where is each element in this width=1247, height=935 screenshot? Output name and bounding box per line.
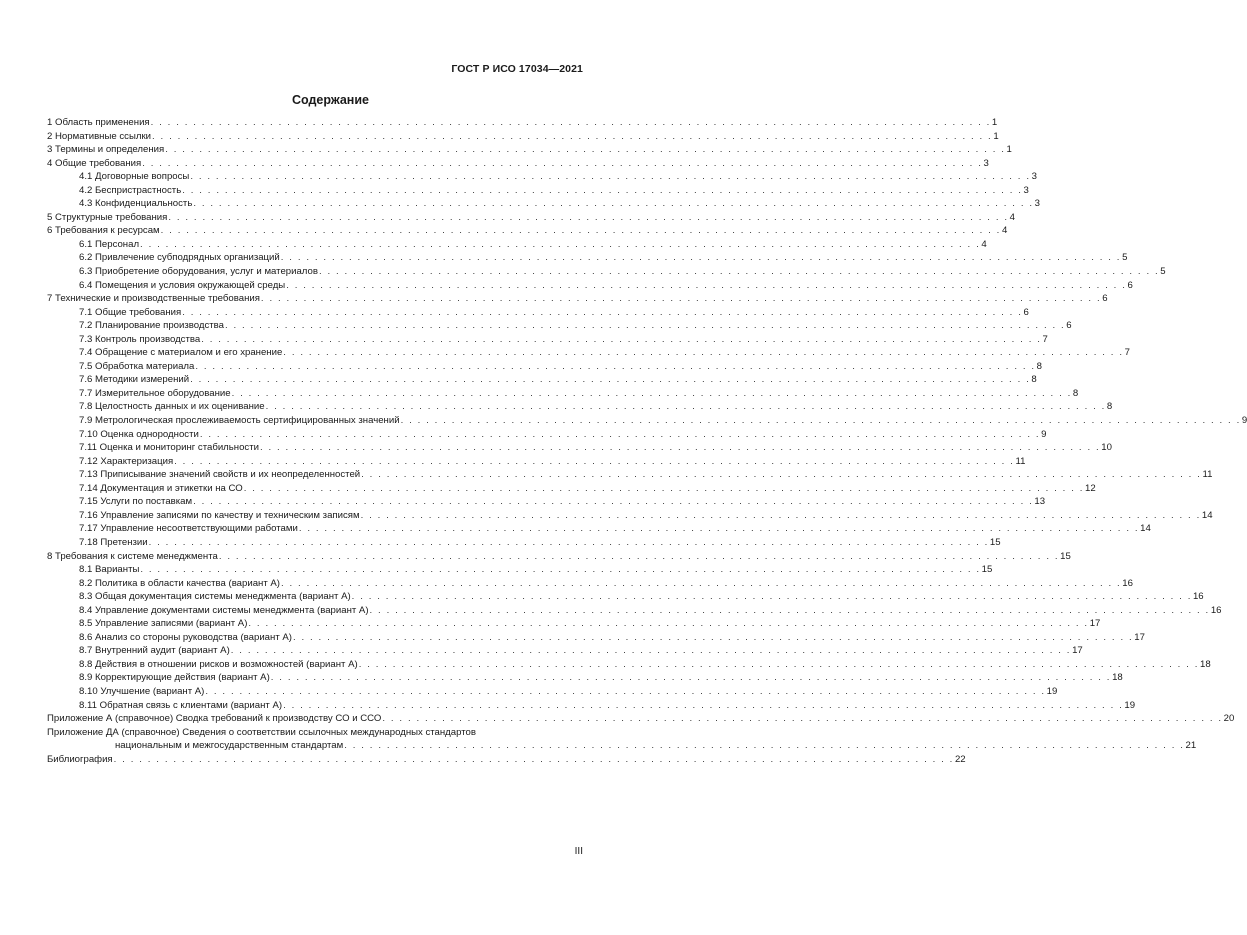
toc-entry-label: 7.4 Обращение с материалом и его хранение <box>79 347 283 359</box>
toc-entry-label: 7.16 Управление записями по качеству и техническим записям <box>79 509 360 521</box>
toc-entry[interactable] <box>47 522 1151 536</box>
toc-entry-page: 6 <box>1023 306 1029 318</box>
toc-entry-label: 7.8 Целостность данных и их оценивание <box>79 401 265 413</box>
toc-entry[interactable] <box>47 143 1012 157</box>
toc-entry[interactable] <box>47 536 1001 550</box>
toc-entry-page: 3 <box>1031 171 1037 183</box>
toc-entry[interactable] <box>47 346 1130 360</box>
toc-leader-dots: . . . . . . . . . . . . . . . . . . . . . . . . . . . . . . . . . . . . . . . . . . . . . . . . . . . . . . . . . . . . . . . . . . . . . . . . . . . . . . . . . . . . . . . . . . . . . . . . . . . <box>351 591 1192 603</box>
toc-entry-page: 12 <box>1085 482 1096 494</box>
toc-entry-label: 8.4 Управление документами системы менеджмента (вариант А) <box>79 604 369 616</box>
toc-leader-dots: . . . . . . . . . . . . . . . . . . . . . . . . . . . . . . . . . . . . . . . . . . . . . . . . . . . . . . . . . . . . . . . . . . . . . . . . . . . . . . . . . . . . . . . . . . . . . . . . . . . <box>174 455 1015 467</box>
toc-entry-label: 8.10 Улучшение (вариант А) <box>79 685 205 697</box>
toc-entry-page: 17 <box>1089 618 1101 630</box>
toc-entry-label: Приложение А (справочное) Сводка требований к производству СО и ССО <box>47 713 382 725</box>
toc-entry[interactable] <box>47 319 1072 333</box>
toc-entry-page: 1 <box>991 117 998 128</box>
toc-entry-label: 7.7 Измерительное оборудование <box>79 387 231 399</box>
toc-entry-label: 7.9 Метрологическая прослеживаемость сертифицированных значений <box>79 415 400 427</box>
toc-leader-dots: . . . . . . . . . . . . . . . . . . . . . . . . . . . . . . . . . . . . . . . . . . . . . . . . . . . . . . . . . . . . . . . . . . . . . . . . . . . . . . . . . . . . . . . . . . . . . . . . . . . <box>283 347 1124 359</box>
toc-entry-page: 20 <box>1223 713 1235 725</box>
toc-leader-dots: . . . . . . . . . . . . . . . . . . . . . . . . . . . . . . . . . . . . . . . . . . . . . . . . . . . . . . . . . . . . . . . . . . . . . . . . . . . . . . . . . . . . . . . . . . . . . . . . . . . <box>152 130 993 142</box>
toc-entry-page: 21 <box>1185 740 1197 752</box>
toc-entry-label: 8.3 Общая документация системы менеджмента (вариант А) <box>79 591 351 603</box>
table-of-contents <box>47 116 1247 766</box>
toc-leader-dots: . . . . . . . . . . . . . . . . . . . . . . . . . . . . . . . . . . . . . . . . . . . . . . . . . . . . . . . . . . . . . . . . . . . . . . . . . . . . . . . . . . . . . . . . . . . . . . . . . . . <box>205 685 1046 697</box>
toc-entry[interactable] <box>47 279 1133 293</box>
toc-leader-dots: . . . . . . . . . . . . . . . . . . . . . . . . . . . . . . . . . . . . . . . . . . . . . . . . . . . . . . . . . . . . . . . . . . . . . . . . . . . . . . . . . . . . . . . . . . . . . . . . . . . <box>182 306 1023 318</box>
toc-leader-dots: . . . . . . . . . . . . . . . . . . . . . . . . . . . . . . . . . . . . . . . . . . . . . . . . . . . . . . . . . . . . . . . . . . . . . . . . . . . . . . . . . . . . . . . . . . . . . . . . . . . <box>165 144 1006 156</box>
toc-entry-page: 1 <box>1006 144 1012 156</box>
toc-entry[interactable] <box>47 157 989 171</box>
toc-entry-annex-da[interactable] <box>47 726 583 740</box>
toc-entry-page: 10 <box>1101 442 1112 454</box>
toc-entry-page: 15 <box>989 536 1001 548</box>
toc-leader-dots: . . . . . . . . . . . . . . . . . . . . . . . . . . . . . . . . . . . . . . . . . . . . . . . . . . . . . . . . . . . . . . . . . . . . . . . . . . . . . . . . . . . . . . . . . . . . . . . . . . . <box>360 509 1201 521</box>
toc-entry[interactable] <box>47 482 1096 496</box>
toc-entry[interactable] <box>47 414 1247 428</box>
toc-leader-dots: . . . . . . . . . . . . . . . . . . . . . . . . . . . . . . . . . . . . . . . . . . . . . . . . . . . . . . . . . . . . . . . . . . . . . . . . . . . . . . . . . . . . . . . . . . . . . . . . . . . <box>150 117 991 128</box>
toc-leader-dots: . . . . . . . . . . . . . . . . . . . . . . . . . . . . . . . . . . . . . . . . . . . . . . . . . . . . . . . . . . . . . . . . . . . . . . . . . . . . . . . . . . . . . . . . . . . . . . . . . . . <box>382 713 1223 725</box>
toc-leader-dots: . . . . . . . . . . . . . . . . . . . . . . . . . . . . . . . . . . . . . . . . . . . . . . . . . . . . . . . . . . . . . . . . . . . . . . . . . . . . . . . . . . . . . . . . . . . . . . . . . . . <box>358 658 1199 670</box>
toc-leader-dots: . . . . . . . . . . . . . . . . . . . . . . . . . . . . . . . . . . . . . . . . . . . . . . . . . . . . . . . . . . . . . . . . . . . . . . . . . . . . . . . . . . . . . . . . . . . . . . . . . . . <box>193 198 1034 210</box>
toc-leader-dots: . . . . . . . . . . . . . . . . . . . . . . . . . . . . . . . . . . . . . . . . . . . . . . . . . . . . . . . . . . . . . . . . . . . . . . . . . . . . . . . . . . . . . . . . . . . . . . . . . . . <box>190 374 1031 386</box>
toc-leader-dots: . . . . . . . . . . . . . . . . . . . . . . . . . . . . . . . . . . . . . . . . . . . . . . . . . . . . . . . . . . . . . . . . . . . . . . . . . . . . . . . . . . . . . . . . . . . . . . . . . . . <box>195 360 1036 372</box>
page-title: Содержание <box>291 93 369 107</box>
toc-entry-label: 5 Структурные требования <box>47 211 168 223</box>
toc-entry-page: 9 <box>1041 428 1047 440</box>
toc-leader-dots: . . . . . . . . . . . . . . . . . . . . . . . . . . . . . . . . . . . . . . . . . . . . . . . . . . . . . . . . . . . . . . . . . . . . . . . . . . . . . . . . . . . . . . . . . . . . . . . . . . . <box>190 171 1031 183</box>
toc-entry-label: 4.3 Конфиденциальность <box>79 198 193 210</box>
toc-entry-page: 8 <box>1072 387 1079 399</box>
toc-entry-label: 4.1 Договорные вопросы <box>79 171 190 183</box>
toc-entry[interactable] <box>47 116 998 130</box>
toc-entry-label: Библиография <box>47 753 113 765</box>
toc-leader-dots: . . . . . . . . . . . . . . . . . . . . . . . . . . . . . . . . . . . . . . . . . . . . . . . . . . . . . . . . . . . . . . . . . . . . . . . . . . . . . . . . . . . . . . . . . . . . . . . . . . . <box>168 211 1009 223</box>
toc-leader-dots: . . . . . . . . . . . . . . . . . . . . . . . . . . . . . . . . . . . . . . . . . . . . . . . . . . . . . . . . . . . . . . . . . . . . . . . . . . . . . . . . . . . . . . . . . . . . . . . . . . . <box>231 387 1072 399</box>
toc-entry[interactable] <box>47 644 1083 658</box>
toc-entry[interactable] <box>47 251 1128 265</box>
toc-entry-page: 1 <box>993 130 999 142</box>
toc-entry[interactable] <box>47 509 1213 523</box>
toc-entry[interactable] <box>47 360 1042 374</box>
toc-entry-label: 7.6 Методики измерений <box>79 374 190 386</box>
page-number: III <box>574 846 583 857</box>
toc-entry[interactable] <box>47 699 1136 713</box>
toc-leader-dots: . . . . . . . . . . . . . . . . . . . . . . . . . . . . . . . . . . . . . . . . . . . . . . . . . . . . . . . . . . . . . . . . . . . . . . . . . . . . . . . . . . . . . . . . . . . . . . . . . . . <box>280 252 1122 264</box>
toc-leader-dots: . . . . . . . . . . . . . . . . . . . . . . . . . . . . . . . . . . . . . . . . . . . . . . . . . . . . . . . . . . . . . . . . . . . . . . . . . . . . . . . . . . . . . . . . . . . . . . . . . . . <box>292 631 1134 643</box>
toc-entry[interactable] <box>47 658 1211 672</box>
toc-leader-dots: . . . . . . . . . . . . . . . . . . . . . . . . . . . . . . . . . . . . . . . . . . . . . . . . . . . . . . . . . . . . . . . . . . . . . . . . . . . . . . . . . . . . . . . . . . . . . . . . . . . <box>148 536 989 548</box>
toc-entry-label: 7.3 Контроль производства <box>79 333 201 345</box>
toc-entry[interactable] <box>47 306 1029 320</box>
toc-leader-dots: . . . . . . . . . . . . . . . . . . . . . . . . . . . . . . . . . . . . . . . . . . . . . . . . . . . . . . . . . . . . . . . . . . . . . . . . . . . . . . . . . . . . . . . . . . . . . . . . . . . <box>218 550 1060 562</box>
toc-entry-label: 8.5 Управление записями (вариант А) <box>79 618 248 630</box>
toc-entry[interactable] <box>47 468 1213 482</box>
toc-entry[interactable] <box>47 373 1037 387</box>
toc-entry-page: 14 <box>1140 523 1151 535</box>
toc-leader-dots: . . . . . . . . . . . . . . . . . . . . . . . . . . . . . . . . . . . . . . . . . . . . . . . . . . . . . . . . . . . . . . . . . . . . . . . . . . . . . . . . . . . . . . . . . . . . . . . . . . . <box>142 157 983 169</box>
toc-entry[interactable] <box>47 441 1112 455</box>
toc-entry-label: 7.15 Услуги по поставкам <box>79 496 193 508</box>
toc-leader-dots: . . . . . . . . . . . . . . . . . . . . . . . . . . . . . . . . . . . . . . . . . . . . . . . . . . . . . . . . . . . . . . . . . . . . . . . . . . . . . . . . . . . . . . . . . . . . . . . . . . . <box>286 279 1127 291</box>
toc-entry[interactable] <box>47 211 1015 225</box>
toc-entry-label: 7.2 Планирование производства <box>79 320 224 332</box>
toc-entry-label: 6.2 Привлечение субподрядных организаций <box>79 252 280 264</box>
toc-entry-page: 9 <box>1241 415 1247 427</box>
toc-entry[interactable] <box>47 712 1235 726</box>
toc-entry[interactable] <box>47 387 1079 401</box>
toc-entry[interactable] <box>47 400 1113 414</box>
toc-entry-page: 6 <box>1066 320 1072 332</box>
toc-entry-page: 4 <box>1009 211 1015 223</box>
toc-entry[interactable] <box>47 617 1101 631</box>
toc-entry-label: 6.4 Помещения и условия окружающей среды <box>79 279 286 291</box>
toc-entry[interactable] <box>47 428 1047 442</box>
toc-entry-label: 4.2 Беспристрастность <box>79 184 182 196</box>
toc-entry-page: 11 <box>1202 469 1213 481</box>
toc-entry-page: 16 <box>1192 591 1204 603</box>
toc-entry-label: 8.2 Политика в области качества (вариант А) <box>79 577 280 589</box>
toc-entry-label: 7.12 Характеризация <box>79 455 174 467</box>
toc-entry-label: 7.10 Оценка однородности <box>79 428 199 440</box>
toc-entry-label: 3 Термины и определения <box>47 144 165 156</box>
toc-entry[interactable] <box>47 631 1145 645</box>
toc-entry-label: 4 Общие требования <box>47 157 142 169</box>
toc-leader-dots: . . . . . . . . . . . . . . . . . . . . . . . . . . . . . . . . . . . . . . . . . . . . . . . . . . . . . . . . . . . . . . . . . . . . . . . . . . . . . . . . . . . . . . . . . . . . . . . . . . . <box>361 469 1202 481</box>
toc-leader-dots: . . . . . . . . . . . . . . . . . . . . . . . . . . . . . . . . . . . . . . . . . . . . . . . . . . . . . . . . . . . . . . . . . . . . . . . . . . . . . . . . . . . . . . . . . . . . . . . . . . . <box>265 401 1106 413</box>
toc-entry-label: 1 Область применения <box>47 117 150 128</box>
toc-leader-dots: . . . . . . . . . . . . . . . . . . . . . . . . . . . . . . . . . . . . . . . . . . . . . . . . . . . . . . . . . . . . . . . . . . . . . . . . . . . . . . . . . . . . . . . . . . . . . . . . . . . <box>243 482 1085 494</box>
toc-entry-page: 14 <box>1201 509 1213 521</box>
toc-entry-label: Приложение ДА (справочное) Сведения о соответствии ссылочных международных стандартов <box>47 726 476 738</box>
toc-entry[interactable] <box>47 739 1197 753</box>
toc-entry[interactable] <box>47 685 1058 699</box>
toc-entry-page: 5 <box>1160 266 1166 278</box>
toc-leader-dots: . . . . . . . . . . . . . . . . . . . . . . . . . . . . . . . . . . . . . . . . . . . . . . . . . . . . . . . . . . . . . . . . . . . . . . . . . . . . . . . . . . . . . . . . . . . . . . . . . . . <box>298 523 1140 535</box>
toc-entry-label: 8.7 Внутренний аудит (вариант А) <box>79 645 230 657</box>
toc-leader-dots: . . . . . . . . . . . . . . . . . . . . . . . . . . . . . . . . . . . . . . . . . . . . . . . . . . . . . . . . . . . . . . . . . . . . . . . . . . . . . . . . . . . . . . . . . . . . . . . . . . . <box>259 442 1101 454</box>
document-code-header: ГОСТ Р ИСО 17034—2021 <box>451 63 583 75</box>
toc-leader-dots: . . . . . . . . . . . . . . . . . . . . . . . . . . . . . . . . . . . . . . . . . . . . . . . . . . . . . . . . . . . . . . . . . . . . . . . . . . . . . . . . . . . . . . . . . . . . . . . . . . . <box>160 225 1001 237</box>
toc-entry-page: 17 <box>1134 631 1145 643</box>
toc-entry-label: национальным и межгосударственным стандартам <box>115 740 344 752</box>
toc-entry-page: 4 <box>1001 225 1008 237</box>
toc-leader-dots: . . . . . . . . . . . . . . . . . . . . . . . . . . . . . . . . . . . . . . . . . . . . . . . . . . . . . . . . . . . . . . . . . . . . . . . . . . . . . . . . . . . . . . . . . . . . . . . . . . . <box>230 645 1072 657</box>
toc-entry[interactable] <box>47 455 1026 469</box>
toc-entry-page: 3 <box>1034 198 1040 210</box>
toc-entry-page: 3 <box>1023 184 1029 196</box>
toc-entry[interactable] <box>47 563 993 577</box>
toc-entry[interactable] <box>47 265 1166 279</box>
toc-entry[interactable] <box>47 170 1037 184</box>
toc-leader-dots: . . . . . . . . . . . . . . . . . . . . . . . . . . . . . . . . . . . . . . . . . . . . . . . . . . . . . . . . . . . . . . . . . . . . . . . . . . . . . . . . . . . . . . . . . . . . . . . . . . . <box>199 428 1041 440</box>
toc-entry-label: 8.8 Действия в отношении рисков и возможностей (вариант А) <box>79 658 358 670</box>
toc-entry-page: 5 <box>1122 252 1128 264</box>
toc-entry-label: 6.3 Приобретение оборудования, услуг и материалов <box>79 266 318 278</box>
toc-entry-page: 18 <box>1199 658 1211 670</box>
toc-entry[interactable] <box>47 604 1222 618</box>
toc-entry-page: 13 <box>1034 496 1046 508</box>
toc-entry-label: 2 Нормативные ссылки <box>47 130 152 142</box>
toc-entry[interactable] <box>47 671 1123 685</box>
toc-entry-label: 8 Требования к системе менеджмента <box>47 550 218 562</box>
toc-entry-label: 7.5 Обработка материала <box>79 360 195 372</box>
toc-entry-page: 15 <box>981 564 993 576</box>
toc-entry-page: 11 <box>1015 455 1026 467</box>
toc-entry[interactable] <box>47 197 1040 211</box>
toc-leader-dots: . . . . . . . . . . . . . . . . . . . . . . . . . . . . . . . . . . . . . . . . . . . . . . . . . . . . . . . . . . . . . . . . . . . . . . . . . . . . . . . . . . . . . . . . . . . . . . . . . . . <box>369 604 1210 616</box>
toc-entry-page: 8 <box>1036 360 1042 372</box>
toc-entry[interactable] <box>47 577 1133 591</box>
toc-entry[interactable] <box>47 224 1008 238</box>
toc-leader-dots: . . . . . . . . . . . . . . . . . . . . . . . . . . . . . . . . . . . . . . . . . . . . . . . . . . . . . . . . . . . . . . . . . . . . . . . . . . . . . . . . . . . . . . . . . . . . . . . . . . . <box>113 753 954 765</box>
toc-entry-page: 7 <box>1042 333 1048 345</box>
toc-entry-page: 19 <box>1046 685 1058 697</box>
toc-entry[interactable] <box>47 590 1204 604</box>
toc-entry-page: 18 <box>1112 672 1123 684</box>
toc-leader-dots: . . . . . . . . . . . . . . . . . . . . . . . . . . . . . . . . . . . . . . . . . . . . . . . . . . . . . . . . . . . . . . . . . . . . . . . . . . . . . . . . . . . . . . . . . . . . . . . . . . . <box>248 618 1089 630</box>
toc-leader-dots: . . . . . . . . . . . . . . . . . . . . . . . . . . . . . . . . . . . . . . . . . . . . . . . . . . . . . . . . . . . . . . . . . . . . . . . . . . . . . . . . . . . . . . . . . . . . . . . . . . . <box>344 740 1185 752</box>
toc-entry-page: 17 <box>1072 645 1083 657</box>
toc-entry-label: 7.13 Приписывание значений свойств и их неопределенностей <box>79 469 361 481</box>
toc-leader-dots: . . . . . . . . . . . . . . . . . . . . . . . . . . . . . . . . . . . . . . . . . . . . . . . . . . . . . . . . . . . . . . . . . . . . . . . . . . . . . . . . . . . . . . . . . . . . . . . . . . . <box>140 564 981 576</box>
toc-leader-dots: . . . . . . . . . . . . . . . . . . . . . . . . . . . . . . . . . . . . . . . . . . . . . . . . . . . . . . . . . . . . . . . . . . . . . . . . . . . . . . . . . . . . . . . . . . . . . . . . . . . <box>201 333 1042 345</box>
toc-entry-label: 8.11 Обратная связь с клиентами (вариант А) <box>79 699 283 711</box>
toc-entry-label: 7.18 Претензии <box>79 536 148 548</box>
toc-entry-page: 8 <box>1031 374 1037 386</box>
toc-entry-page: 8 <box>1106 401 1113 413</box>
toc-entry-page: 16 <box>1122 577 1133 589</box>
toc-leader-dots: . . . . . . . . . . . . . . . . . . . . . . . . . . . . . . . . . . . . . . . . . . . . . . . . . . . . . . . . . . . . . . . . . . . . . . . . . . . . . . . . . . . . . . . . . . . . . . . . . . . <box>140 238 981 250</box>
toc-entry-page: 4 <box>981 238 987 250</box>
toc-entry-label: 6.1 Персонал <box>79 238 140 250</box>
toc-entry-page: 6 <box>1127 279 1133 291</box>
toc-leader-dots: . . . . . . . . . . . . . . . . . . . . . . . . . . . . . . . . . . . . . . . . . . . . . . . . . . . . . . . . . . . . . . . . . . . . . . . . . . . . . . . . . . . . . . . . . . . . . . . . . . . <box>225 320 1066 332</box>
toc-entry-label: 7.14 Документация и этикетки на СО <box>79 482 243 494</box>
toc-leader-dots: . . . . . . . . . . . . . . . . . . . . . . . . . . . . . . . . . . . . . . . . . . . . . . . . . . . . . . . . . . . . . . . . . . . . . . . . . . . . . . . . . . . . . . . . . . . . . . . . . . . <box>283 699 1124 711</box>
toc-entry[interactable] <box>47 130 999 144</box>
toc-entry-page: 3 <box>983 157 989 169</box>
toc-entry[interactable] <box>47 238 987 252</box>
toc-leader-dots: . . . . . . . . . . . . . . . . . . . . . . . . . . . . . . . . . . . . . . . . . . . . . . . . . . . . . . . . . . . . . . . . . . . . . . . . . . . . . . . . . . . . . . . . . . . . . . . . . . . <box>182 184 1023 196</box>
toc-entry-label: 7.1 Общие требования <box>79 306 182 318</box>
toc-leader-dots: . . . . . . . . . . . . . . . . . . . . . . . . . . . . . . . . . . . . . . . . . . . . . . . . . . . . . . . . . . . . . . . . . . . . . . . . . . . . . . . . . . . . . . . . . . . . . . . . . . . <box>260 293 1102 305</box>
toc-entry-page: 22 <box>954 753 966 765</box>
toc-leader-dots: . . . . . . . . . . . . . . . . . . . . . . . . . . . . . . . . . . . . . . . . . . . . . . . . . . . . . . . . . . . . . . . . . . . . . . . . . . . . . . . . . . . . . . . . . . . . . . . . . . . <box>270 672 1112 684</box>
toc-entry[interactable] <box>47 753 966 767</box>
toc-entry-page: 16 <box>1210 604 1222 616</box>
toc-entry-label: 8.9 Корректирующие действия (вариант А) <box>79 672 270 684</box>
toc-entry-page: 6 <box>1102 293 1108 305</box>
toc-entry-label: 7.11 Оценка и мониторинг стабильности <box>79 442 259 454</box>
toc-entry-label: 8.1 Варианты <box>79 564 140 576</box>
toc-leader-dots: . . . . . . . . . . . . . . . . . . . . . . . . . . . . . . . . . . . . . . . . . . . . . . . . . . . . . . . . . . . . . . . . . . . . . . . . . . . . . . . . . . . . . . . . . . . . . . . . . . . <box>318 266 1160 278</box>
toc-entry-page: 15 <box>1060 550 1071 562</box>
toc-entry-label: 7.17 Управление несоответствующими работами <box>79 523 298 535</box>
toc-leader-dots: . . . . . . . . . . . . . . . . . . . . . . . . . . . . . . . . . . . . . . . . . . . . . . . . . . . . . . . . . . . . . . . . . . . . . . . . . . . . . . . . . . . . . . . . . . . . . . . . . . . <box>193 496 1034 508</box>
toc-leader-dots: . . . . . . . . . . . . . . . . . . . . . . . . . . . . . . . . . . . . . . . . . . . . . . . . . . . . . . . . . . . . . . . . . . . . . . . . . . . . . . . . . . . . . . . . . . . . . . . . . . . <box>400 415 1241 427</box>
toc-entry[interactable] <box>47 495 1046 509</box>
toc-entry-label: 8.6 Анализ со стороны руководства (вариант А) <box>79 631 292 643</box>
toc-entry-label: 7 Технические и производственные требования <box>47 293 260 305</box>
toc-entry[interactable] <box>47 184 1029 198</box>
toc-entry[interactable] <box>47 333 1048 347</box>
toc-entry[interactable] <box>47 550 1071 564</box>
toc-entry-page: 7 <box>1124 347 1130 359</box>
toc-entry-page: 19 <box>1124 699 1136 711</box>
toc-entry[interactable] <box>47 292 1108 306</box>
toc-leader-dots: . . . . . . . . . . . . . . . . . . . . . . . . . . . . . . . . . . . . . . . . . . . . . . . . . . . . . . . . . . . . . . . . . . . . . . . . . . . . . . . . . . . . . . . . . . . . . . . . . . . <box>281 577 1122 589</box>
toc-entry-label: 6 Требования к ресурсам <box>47 225 160 237</box>
